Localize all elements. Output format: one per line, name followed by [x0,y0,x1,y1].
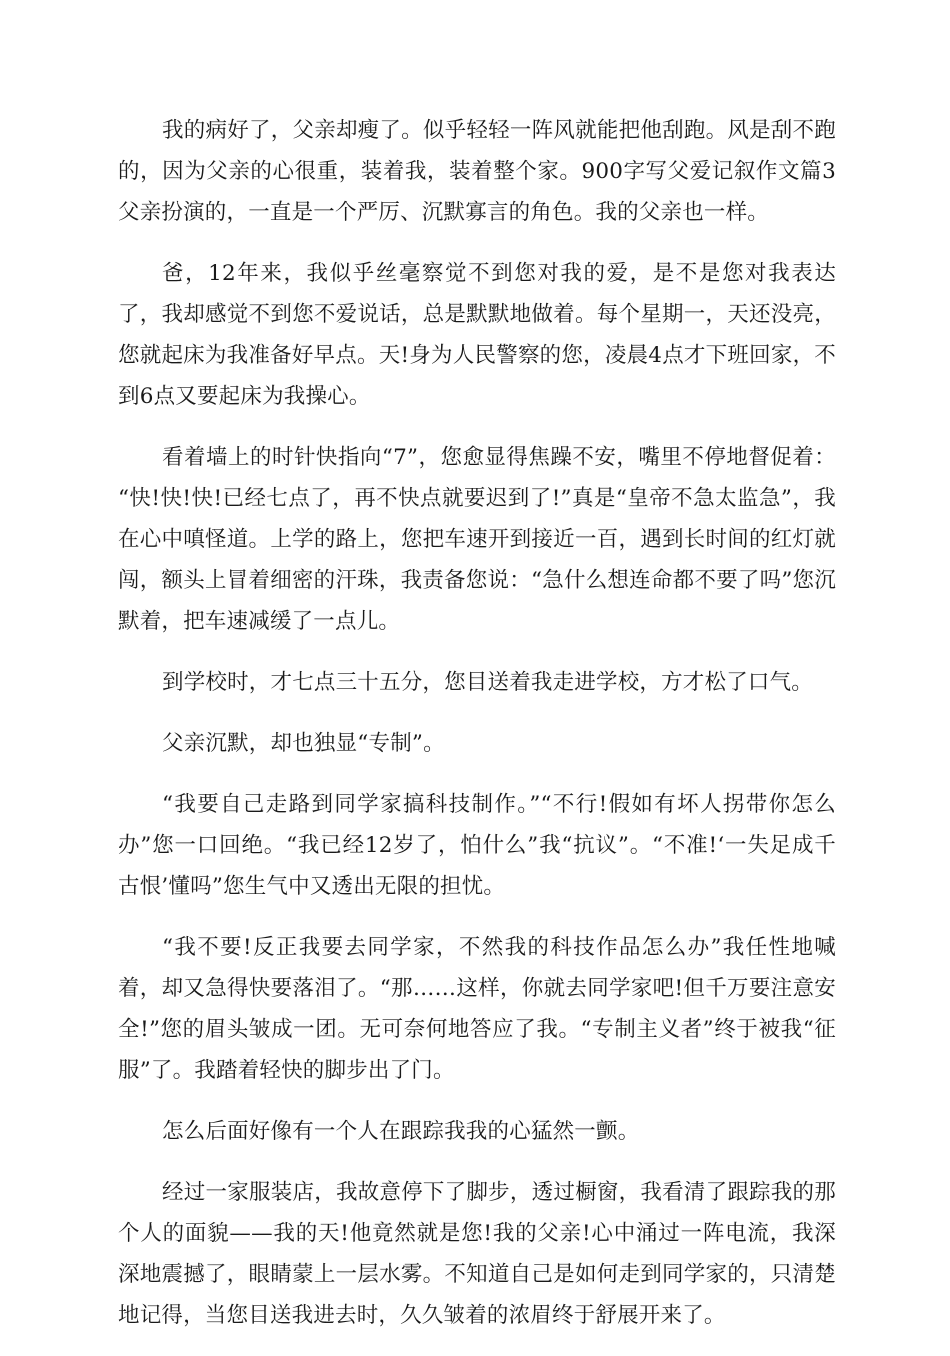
paragraph-9: 经过一家服装店，我故意停下了脚步，透过橱窗，我看清了跟踪我的那个人的面貌——我的天!他竟然就是您!我的父亲!心中涌过一阵电流，我深深地震撼了，眼睛蒙上一层水雾。不知道自己是如何走到同学家的，只清楚地记得，当您目送我进去时，久久皱着的浓眉终于舒展开来了。 [118,1180,836,1328]
paragraph-8: 怎么后面好像有一个人在跟踪我我的心猛然一颤。 [162,1119,640,1144]
paragraph-2: 爸，12年来，我似乎丝毫察觉不到您对我的爱，是不是您对我表达了，我却感觉不到您不爱说话，总是默默地做着。每个星期一，天还没亮，您就起床为我准备好早点。天!身为人民警察的您，凌晨4点才下班回家，不到6点又要起床为我操心。 [118,261,836,409]
paragraph-7: “我不要!反正我要去同学家，不然我的科技作品怎么办”我任性地喊着，却又急得快要落泪了。“那……这样，你就去同学家吧!但千万要注意安全!”您的眉头皱成一团。无可奈何地答应了我。“专制主义者”终于被我“征服”了。我踏着轻快的脚步出了门。 [118,935,836,1083]
paragraph-1: 我的病好了，父亲却瘦了。似乎轻轻一阵风就能把他刮跑。风是刮不跑的，因为父亲的心很重，装着我，装着整个家。900字写父爱记叙作文篇3父亲扮演的，一直是一个严厉、沉默寡言的角色。我的父亲也一样。 [118,118,836,225]
paragraph-4: 到学校时，才七点三十五分，您目送着我走进学校，方才松了口气。 [162,670,814,695]
document-body [118,110,836,1356]
paragraph-6: “我要自己走路到同学家搞科技制作。”“不行!假如有坏人拐带你怎么办”您一口回绝。“我已经12岁了，怕什么”我“抗议”。“不准!‘一失足成千古恨’懂吗”您生气中又透出无限的担忧。 [118,792,836,899]
paragraph-3: 看着墙上的时针快指向“7”，您愈显得焦躁不安，嘴里不停地督促着： “快!快!快!已经七点了，再不快点就要迟到了!”真是“皇帝不急太监急”，我在心中嗔怪道。上学的路上，您把车速开到接近一百，遇到长时间的红灯就闯，额头上冒着细密的汗珠，我责备您说：“急什么想连命都不要了吗”您沉默着，把车速减缓了一点儿。 [118,445,836,634]
paragraph-5: 父亲沉默，却也独显“专制”。 [162,731,445,756]
